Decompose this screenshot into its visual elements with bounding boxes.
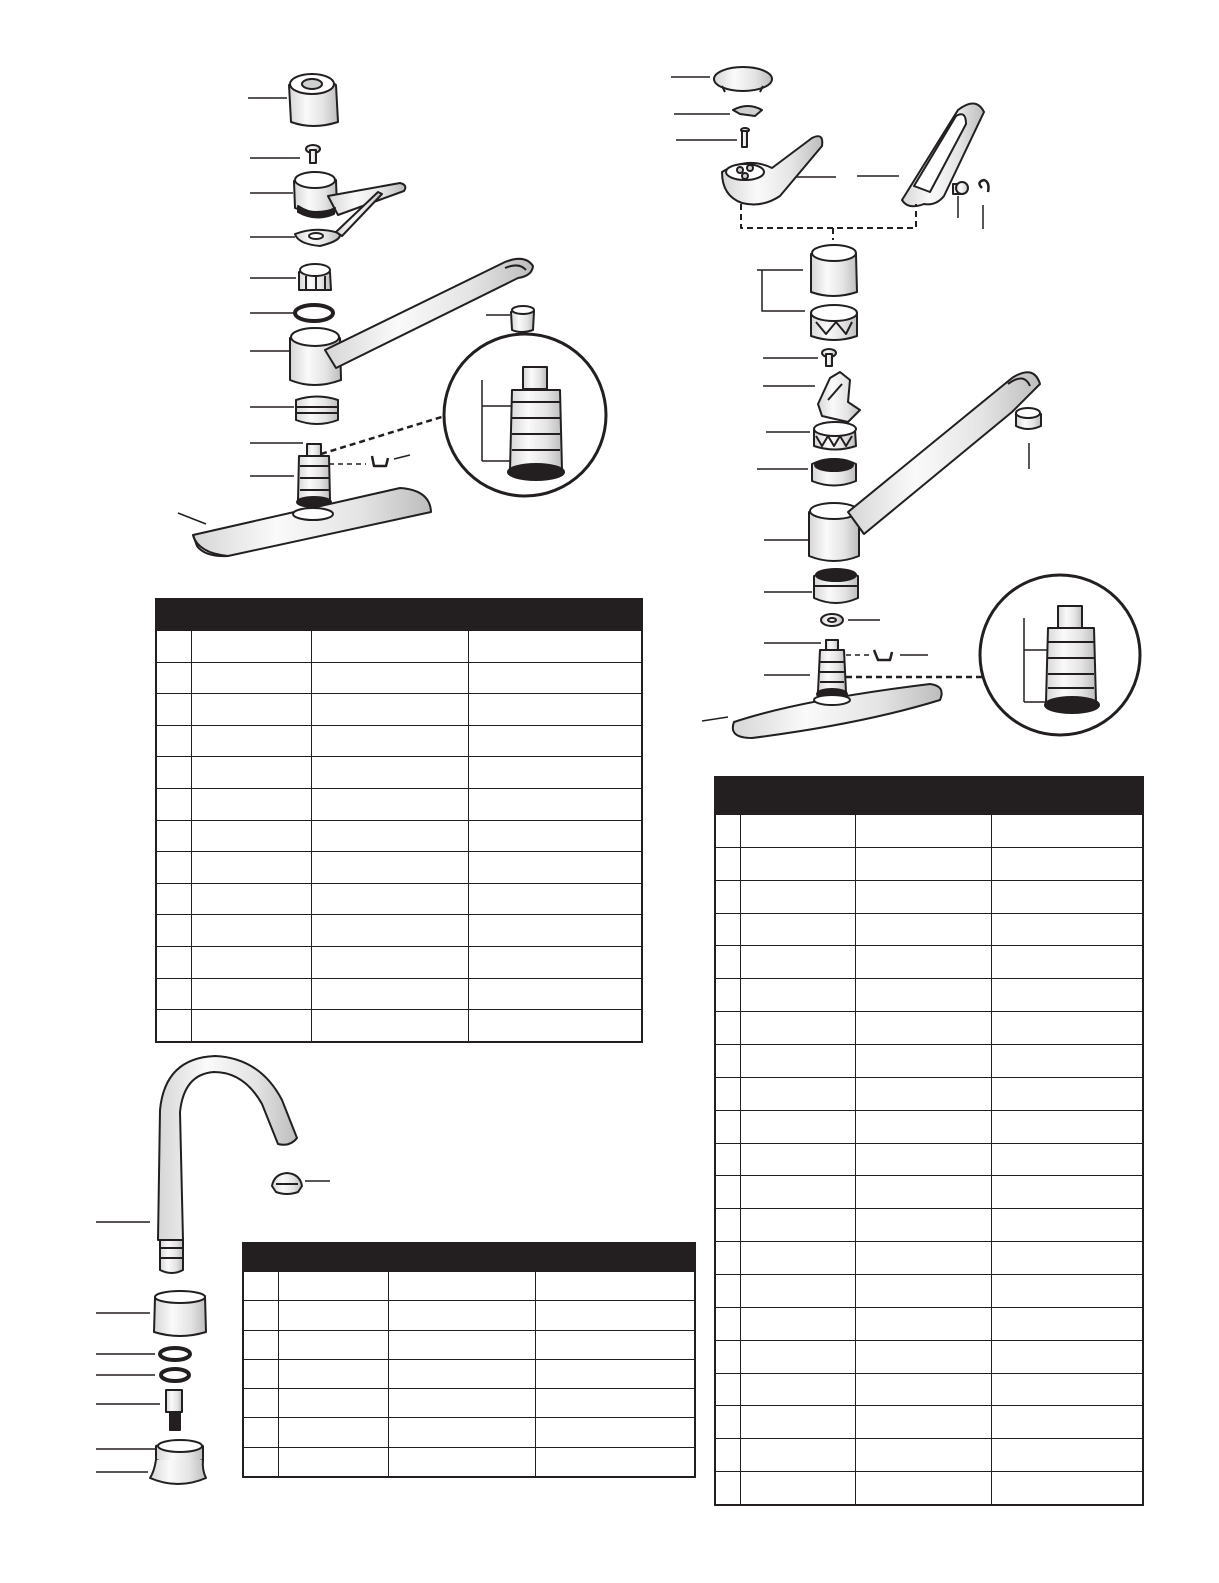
parts-table-a: [155, 598, 643, 1043]
table-cell: [740, 1341, 855, 1373]
table-cell: [191, 726, 311, 757]
table-cell: [311, 852, 468, 883]
table-cell: [468, 694, 641, 725]
table-cell: [388, 1272, 535, 1300]
table-cell: [855, 1439, 991, 1471]
table-row: [716, 945, 1142, 978]
spout-base-ring-icon: [814, 569, 858, 603]
table-cell: [535, 1448, 694, 1476]
table-cell: [468, 663, 641, 694]
table-cell: [468, 631, 641, 662]
table-cell: [468, 915, 641, 946]
table-cell: [157, 757, 191, 788]
table-cell: [311, 947, 468, 978]
table-cell: [157, 694, 191, 725]
lever-handle-icon: [722, 136, 822, 204]
table-cell: [740, 1144, 855, 1176]
table-row: [244, 1359, 694, 1388]
table-cell: [468, 979, 641, 1010]
handle-screw-icon: [306, 145, 320, 163]
retaining-clip-icon: [372, 456, 388, 466]
table-row: [716, 1471, 1142, 1504]
table-cell: [244, 1418, 278, 1446]
table-cell: [716, 1111, 740, 1143]
table-cell: [740, 1209, 855, 1241]
table-cell: [311, 757, 468, 788]
table-row: [244, 1330, 694, 1359]
table-cell: [716, 946, 740, 978]
adapter-screw-icon: [822, 349, 836, 366]
table-cell: [740, 1472, 855, 1504]
table-cell: [311, 789, 468, 820]
table-cell: [535, 1360, 694, 1388]
table-cell: [468, 852, 641, 883]
table-row: [157, 914, 641, 946]
table-cell: [740, 1078, 855, 1110]
handle-cap-icon: [811, 245, 857, 296]
table-cell: [191, 757, 311, 788]
table-cell: [244, 1389, 278, 1417]
retaining-nut-icon: [299, 264, 331, 290]
table-cell: [244, 1331, 278, 1359]
table-cell: [535, 1418, 694, 1446]
table-cell: [468, 1010, 641, 1041]
table-cell: [855, 979, 991, 1011]
table-cell: [991, 815, 1142, 847]
table-row: [157, 725, 641, 757]
table-cell: [740, 979, 855, 1011]
table-row: [716, 847, 1142, 880]
retaining-clip-icon: [874, 650, 892, 660]
o-ring-icon: [295, 305, 333, 321]
table-cell: [716, 1308, 740, 1340]
table-cell: [991, 946, 1142, 978]
table-cell: [991, 1374, 1142, 1406]
table-cell: [157, 789, 191, 820]
table-cell: [311, 663, 468, 694]
handle-cap-icon: [289, 74, 338, 126]
table-cell: [716, 881, 740, 913]
table-row: [716, 814, 1142, 847]
table-cell: [855, 1406, 991, 1438]
table-cell: [740, 1308, 855, 1340]
table-cell: [991, 1472, 1142, 1504]
table-row: [716, 1373, 1142, 1406]
table-cell: [535, 1272, 694, 1300]
table-row: [716, 1044, 1142, 1077]
cartridge-detail-magnifier-icon: [444, 334, 606, 496]
handle-option-bracket: [741, 204, 916, 240]
table-cell: [991, 1406, 1142, 1438]
table-cell: [191, 663, 311, 694]
table-cell: [716, 1374, 740, 1406]
table-cell: [716, 1406, 740, 1438]
table-row: [244, 1388, 694, 1417]
table-cell: [716, 979, 740, 1011]
diagram-loop-faucet: [671, 67, 1140, 738]
table-cell: [991, 881, 1142, 913]
retaining-nut-icon: [814, 422, 856, 450]
table-header: [716, 778, 1142, 814]
table-row: [157, 851, 641, 883]
table-cell: [991, 1111, 1142, 1143]
table-cell: [278, 1448, 388, 1476]
table-cell: [740, 815, 855, 847]
table-header: [157, 600, 641, 630]
table-row: [244, 1300, 694, 1329]
table-cell: [740, 1176, 855, 1208]
table-cell: [244, 1448, 278, 1476]
table-cell: [191, 1010, 311, 1041]
table-cell: [278, 1418, 388, 1446]
table-cell: [716, 1209, 740, 1241]
table-cell: [191, 884, 311, 915]
table-cell: [716, 1472, 740, 1504]
table-cell: [991, 1242, 1142, 1274]
table-row: [716, 1241, 1142, 1274]
table-cell: [191, 979, 311, 1010]
table-cell: [855, 1308, 991, 1340]
handle-screw-icon: [741, 128, 749, 147]
table-cell: [157, 979, 191, 1010]
table-cell: [991, 1275, 1142, 1307]
table-cell: [740, 848, 855, 880]
retaining-nut-icon: [160, 1348, 190, 1360]
table-cell: [855, 1374, 991, 1406]
parts-table-b: [242, 1242, 696, 1478]
table-cell: [278, 1360, 388, 1388]
index-button-icon: [714, 67, 772, 92]
table-cell: [157, 915, 191, 946]
table-row: [157, 630, 641, 662]
table-cell: [855, 914, 991, 946]
table-row: [716, 1307, 1142, 1340]
table-row: [716, 1208, 1142, 1241]
table-cell: [535, 1301, 694, 1329]
set-screw-icon: [953, 182, 968, 194]
table-cell: [991, 914, 1142, 946]
table-cell: [468, 884, 641, 915]
limit-stop-cam-icon: [818, 372, 860, 422]
table-cell: [740, 1406, 855, 1438]
loop-handle-icon: [902, 103, 984, 206]
table-cell: [157, 884, 191, 915]
table-cell: [278, 1272, 388, 1300]
table-cell: [191, 915, 311, 946]
retainer-clip-icon: [979, 180, 988, 192]
table-row: [716, 978, 1142, 1011]
table-cell: [740, 914, 855, 946]
table-cell: [855, 1209, 991, 1241]
table-row: [244, 1271, 694, 1300]
cartridge-detail-magnifier-icon: [980, 575, 1140, 735]
table-row: [157, 756, 641, 788]
table-cell: [740, 1374, 855, 1406]
table-cell: [991, 1045, 1142, 1077]
table-cell: [157, 726, 191, 757]
table-cell: [716, 815, 740, 847]
table-row: [716, 1011, 1142, 1044]
table-cell: [716, 1341, 740, 1373]
table-cell: [535, 1389, 694, 1417]
table-cell: [716, 1275, 740, 1307]
table-cell: [740, 1439, 855, 1471]
table-cell: [991, 1078, 1142, 1110]
table-row: [716, 913, 1142, 946]
table-cell: [991, 848, 1142, 880]
table-cell: [855, 881, 991, 913]
table-row: [157, 1009, 641, 1041]
aerator-icon: [272, 1173, 302, 1194]
table-cell: [855, 1472, 991, 1504]
table-cell: [388, 1360, 535, 1388]
detail-connector: [321, 415, 448, 454]
table-row: [716, 1274, 1142, 1307]
table-cell: [740, 1275, 855, 1307]
table-cell: [191, 821, 311, 852]
table-row: [716, 1110, 1142, 1143]
table-cell: [388, 1301, 535, 1329]
lever-handle-icon: [294, 172, 405, 218]
table-row: [157, 946, 641, 978]
table-cell: [388, 1448, 535, 1476]
table-row: [157, 693, 641, 725]
table-cell: [855, 1341, 991, 1373]
table-cell: [740, 1242, 855, 1274]
table-row: [157, 820, 641, 852]
table-cell: [157, 947, 191, 978]
table-cell: [157, 821, 191, 852]
parts-table-c: [714, 776, 1144, 1506]
table-cell: [991, 1012, 1142, 1044]
washer-icon: [821, 614, 843, 626]
table-cell: [244, 1272, 278, 1300]
table-cell: [855, 1275, 991, 1307]
aerator-icon: [511, 306, 534, 332]
table-cell: [855, 1045, 991, 1077]
table-cell: [468, 789, 641, 820]
table-cell: [855, 815, 991, 847]
table-cell: [388, 1418, 535, 1446]
table-cell: [991, 1308, 1142, 1340]
table-cell: [991, 1209, 1142, 1241]
gooseneck-spout-icon: [158, 1056, 297, 1273]
spout-sleeve-icon: [154, 1291, 206, 1336]
table-cell: [311, 884, 468, 915]
table-cell: [311, 821, 468, 852]
table-cell: [740, 1012, 855, 1044]
table-cell: [157, 1010, 191, 1041]
table-cell: [740, 1111, 855, 1143]
table-cell: [191, 631, 311, 662]
table-header: [244, 1244, 694, 1271]
table-cell: [157, 852, 191, 883]
table-cell: [278, 1331, 388, 1359]
table-row: [157, 883, 641, 915]
table-row: [716, 1077, 1142, 1110]
table-row: [716, 1340, 1142, 1373]
table-cell: [468, 947, 641, 978]
table-cell: [191, 789, 311, 820]
o-ring-icon: [161, 1369, 189, 1381]
table-cell: [855, 1176, 991, 1208]
table-cell: [468, 757, 641, 788]
table-cell: [716, 914, 740, 946]
table-cell: [855, 1078, 991, 1110]
table-cell: [311, 726, 468, 757]
table-cell: [716, 848, 740, 880]
table-cell: [191, 852, 311, 883]
diagram-lever-faucet: [178, 74, 606, 556]
table-row: [157, 662, 641, 694]
table-cell: [244, 1360, 278, 1388]
table-cell: [991, 1341, 1142, 1373]
table-cell: [855, 1012, 991, 1044]
table-cell: [311, 694, 468, 725]
table-cell: [855, 1111, 991, 1143]
table-row: [716, 1438, 1142, 1471]
table-cell: [716, 1242, 740, 1274]
table-cell: [991, 1439, 1142, 1471]
table-row: [157, 978, 641, 1010]
table-cell: [468, 821, 641, 852]
table-cell: [855, 848, 991, 880]
table-cell: [740, 1045, 855, 1077]
table-cell: [991, 1144, 1142, 1176]
table-row: [244, 1417, 694, 1446]
table-cell: [535, 1331, 694, 1359]
table-cell: [468, 726, 641, 757]
handle-clip-icon: [733, 106, 762, 116]
table-cell: [388, 1331, 535, 1359]
table-cell: [855, 946, 991, 978]
handle-adapter-icon: [811, 305, 857, 340]
table-row: [716, 880, 1142, 913]
table-cell: [855, 1242, 991, 1274]
collar-icon: [812, 459, 856, 486]
table-row: [244, 1447, 694, 1476]
table-cell: [191, 947, 311, 978]
table-cell: [716, 1144, 740, 1176]
table-cell: [157, 663, 191, 694]
table-cell: [716, 1045, 740, 1077]
spout-adapter-icon: [166, 1390, 182, 1430]
table-cell: [157, 631, 191, 662]
table-cell: [278, 1389, 388, 1417]
table-cell: [716, 1176, 740, 1208]
table-cell: [716, 1078, 740, 1110]
table-cell: [740, 881, 855, 913]
table-cell: [311, 631, 468, 662]
table-cell: [191, 694, 311, 725]
table-row: [716, 1143, 1142, 1176]
table-cell: [855, 1144, 991, 1176]
table-row: [716, 1175, 1142, 1208]
spout-base-ring-icon: [296, 397, 338, 425]
aerator-icon: [1016, 408, 1041, 429]
table-row: [157, 788, 641, 820]
table-cell: [311, 915, 468, 946]
cartridge-icon: [817, 640, 847, 699]
table-cell: [991, 1176, 1142, 1208]
table-cell: [278, 1301, 388, 1329]
table-cell: [388, 1389, 535, 1417]
table-cell: [244, 1301, 278, 1329]
table-cell: [991, 979, 1142, 1011]
table-cell: [311, 1010, 468, 1041]
base-collar-icon: [150, 1440, 206, 1484]
table-cell: [716, 1439, 740, 1471]
table-cell: [311, 979, 468, 1010]
table-cell: [716, 1012, 740, 1044]
table-row: [716, 1405, 1142, 1438]
table-cell: [740, 946, 855, 978]
